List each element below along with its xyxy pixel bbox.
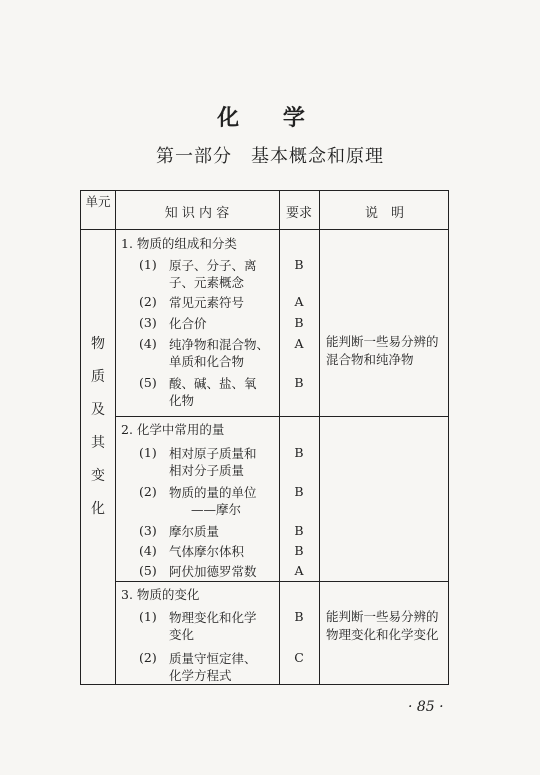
requirement-level: A: [294, 294, 304, 309]
item-line: 酸、碱、盐、氧: [169, 376, 257, 391]
note-text: 能判断一些易分辨的物理变化和化学变化: [326, 609, 439, 642]
item-number: (2): [139, 294, 157, 309]
item-line: 质量守恒定律、: [169, 651, 257, 666]
group-title: 2. 化学中常用的量: [121, 422, 225, 437]
requirement-level: A: [294, 336, 304, 351]
item-line: 原子、分子、离: [169, 258, 257, 273]
unit-char: 其: [91, 435, 105, 451]
item-line: 化物: [169, 393, 195, 408]
item-line: 相对分子质量: [169, 463, 245, 478]
item-number: (3): [139, 315, 157, 330]
unit-char: 及: [91, 402, 105, 418]
item-line: 单质和化合物: [169, 354, 245, 369]
section-title: 第一部分 基本概念和原理: [156, 146, 384, 167]
item-line: 阿伏加德罗常数: [169, 564, 257, 579]
item-line: 物理变化和化学: [169, 610, 257, 625]
header-content: 知 识 内 容: [164, 206, 230, 221]
item-number: (1): [139, 257, 157, 272]
item-number: (1): [139, 609, 157, 624]
table-divider: [115, 581, 448, 582]
unit-char: 物: [91, 336, 105, 352]
requirement-level: A: [294, 563, 304, 578]
knowledge-table: [80, 190, 449, 685]
requirement-level: B: [294, 375, 304, 390]
group-title: 3. 物质的变化: [121, 587, 200, 602]
item-line: 化学方程式: [169, 668, 232, 683]
requirement-level: B: [294, 609, 304, 624]
unit-char: 质: [91, 369, 105, 385]
item-number: (4): [139, 543, 157, 558]
item-line: 气体摩尔体积: [169, 544, 245, 559]
item-line: 常见元素符号: [169, 295, 245, 310]
requirement-level: C: [294, 650, 304, 665]
item-number: (4): [139, 336, 157, 351]
requirement-level: B: [294, 543, 304, 558]
item-number: (2): [139, 650, 157, 665]
unit-char: 化: [91, 501, 105, 517]
item-line: 子、元素概念: [169, 275, 245, 290]
header-unit: 单元: [85, 194, 111, 209]
item-line: 物质的量的单位: [169, 485, 257, 500]
item-number: (1): [139, 445, 157, 460]
requirement-level: B: [294, 484, 304, 499]
note-text: 能判断一些易分辨的混合物和纯净物: [326, 334, 439, 367]
table-divider: [115, 191, 116, 684]
header-note: 说 明: [364, 206, 404, 221]
requirement-level: B: [294, 315, 304, 330]
unit-char: 变: [91, 468, 105, 484]
item-number: (2): [139, 484, 157, 499]
unit-label: [81, 333, 115, 531]
item-number: (5): [139, 375, 157, 390]
item-line: 变化: [169, 627, 195, 642]
table-divider: [115, 416, 448, 417]
requirement-level: B: [294, 257, 304, 272]
requirement-level: B: [294, 523, 304, 538]
table-divider: [319, 191, 320, 684]
item-line: 摩尔质量: [169, 524, 220, 539]
header-requirement: 要求: [285, 206, 312, 221]
item-line: 化合价: [169, 316, 207, 331]
item-line: 相对原子质量和: [169, 446, 257, 461]
group-title: 1. 物质的组成和分类: [121, 236, 237, 251]
page-title: 化 学: [217, 105, 323, 131]
item-line: ——摩尔: [191, 502, 242, 517]
item-number: (3): [139, 523, 157, 538]
page-number: · 85 ·: [408, 699, 444, 715]
requirement-level: B: [294, 445, 304, 460]
item-line: 纯净物和混合物、: [169, 337, 270, 352]
item-number: (5): [139, 563, 157, 578]
table-divider: [81, 229, 448, 230]
